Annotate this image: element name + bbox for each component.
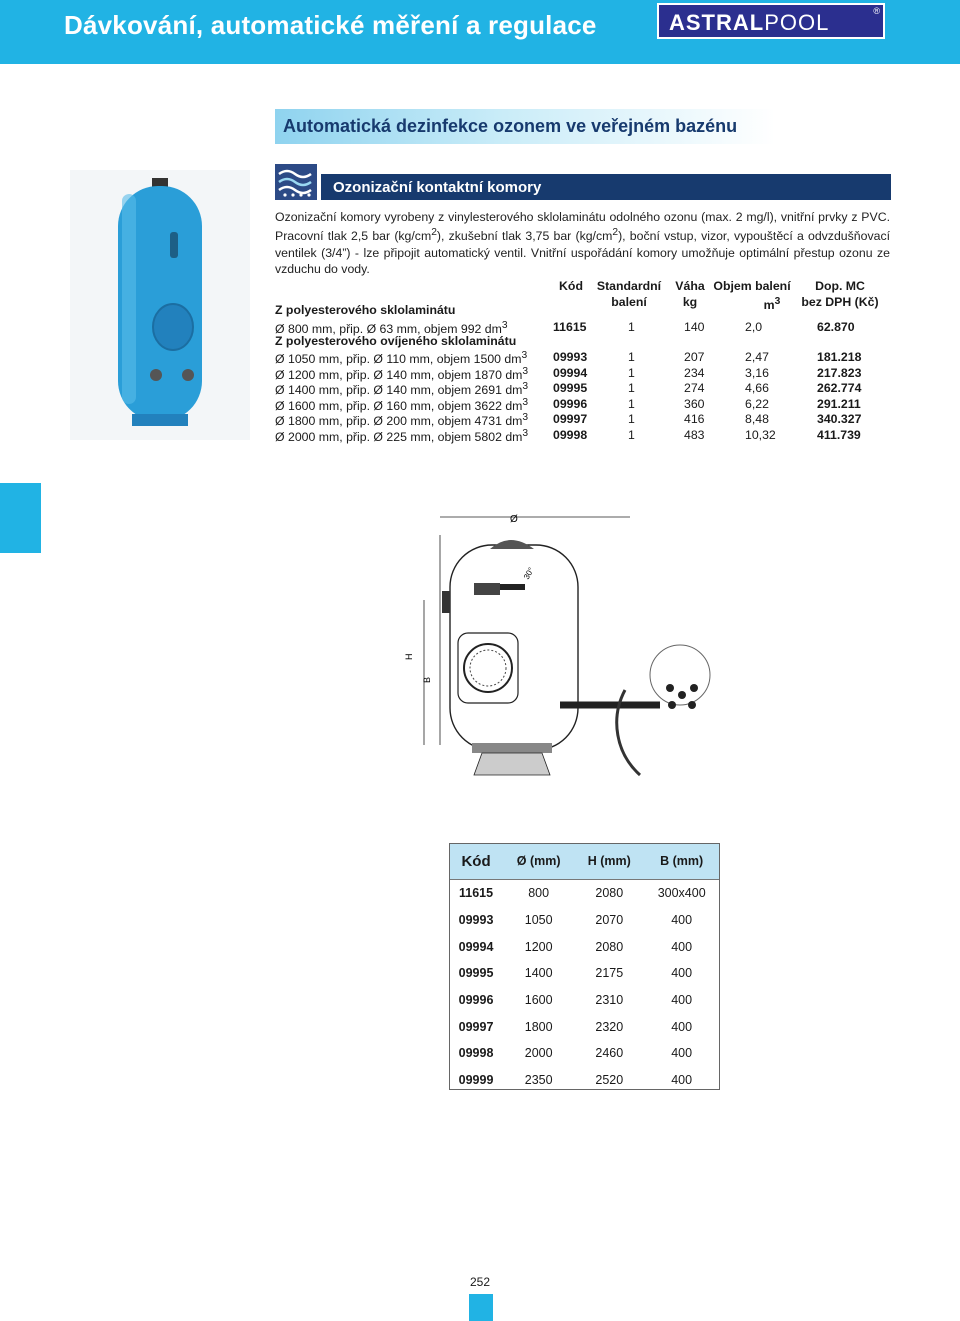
group-label-wound-fiberglass: Z polyesterového ovíjeného sklolaminátu — [275, 334, 517, 348]
technical-drawing — [400, 505, 730, 795]
side-accent-tab — [0, 483, 41, 553]
table-row: 09997 1800 2320 400 — [458, 1019, 693, 1034]
col-header-standard-pack: Standardní balení — [596, 279, 662, 309]
angle-label: 30° — [521, 566, 536, 581]
table-row: 11615 800 2080 300x400 — [459, 886, 706, 901]
table-row: 09998 2000 2460 400 — [458, 1046, 693, 1061]
logo-text-main: ASTRAL — [669, 10, 765, 35]
dim-header-b: B (mm) — [644, 843, 719, 880]
col-header-weight: Váha kg — [675, 279, 705, 309]
col-header-volume: Objem balení $m^3$ — [713, 279, 791, 313]
astralpool-logo — [657, 3, 885, 39]
section-title: Automatická dezinfekce ozonem ve veřejném bazénu — [283, 116, 738, 136]
logo-registered-mark: ® — [873, 6, 880, 16]
height-label: H — [404, 653, 414, 660]
table-row: 09999 2350 2520 400 — [458, 1073, 693, 1088]
page-title: Dávkování, automatické měření a regulace — [64, 10, 597, 40]
diameter-label: Ø — [510, 514, 518, 525]
table-row: 09994 1200 2080 400 — [458, 939, 693, 954]
bottom-accent-tab — [469, 1294, 493, 1321]
table-row: 09993 1050 2070 400 — [458, 913, 693, 928]
ozone-wave-icon — [275, 164, 317, 200]
dimension-table — [449, 843, 719, 1094]
dim-header-kod: Kód — [449, 843, 503, 880]
col-header-kod: Kód — [559, 279, 583, 293]
table-row: 09995 1400 2175 400 — [458, 966, 693, 981]
group-label-fiberglass: Z polyesterového sklolaminátu — [275, 303, 456, 317]
dim-header-diameter: Ø (mm) — [503, 843, 574, 880]
logo-text-thin: POOL — [764, 10, 830, 35]
b-label: B — [422, 676, 432, 683]
subsection-title: Ozonizační kontaktní komory — [333, 179, 542, 196]
col-header-price: Dop. MC bez DPH (Kč) — [801, 279, 879, 309]
dim-header-height: H (mm) — [574, 843, 644, 880]
page-number: 252 — [470, 1275, 491, 1289]
ozone-chamber-photo — [70, 170, 250, 440]
table-row: 09996 1600 2310 400 — [458, 993, 693, 1008]
product-description: Ozonizační komory vyrobeny z vinylesterového sklolaminátu odolného ozonu (max. 2 mg/l), vnitřní prvky z PVC. Pracovní tlak 2,5 bar $(kg/cm^2)$, zkušební tlak 3,75 bar $(kg/cm^2)$, boční vstup, vizor, vypouštěcí a odvzdušňovací ventilek (3/4”) - lze připojit automatický ventil. Vnitřní uspořádání komory umožňuje optimální přestup ozonu ze vzduchu do vody. — [275, 210, 891, 276]
